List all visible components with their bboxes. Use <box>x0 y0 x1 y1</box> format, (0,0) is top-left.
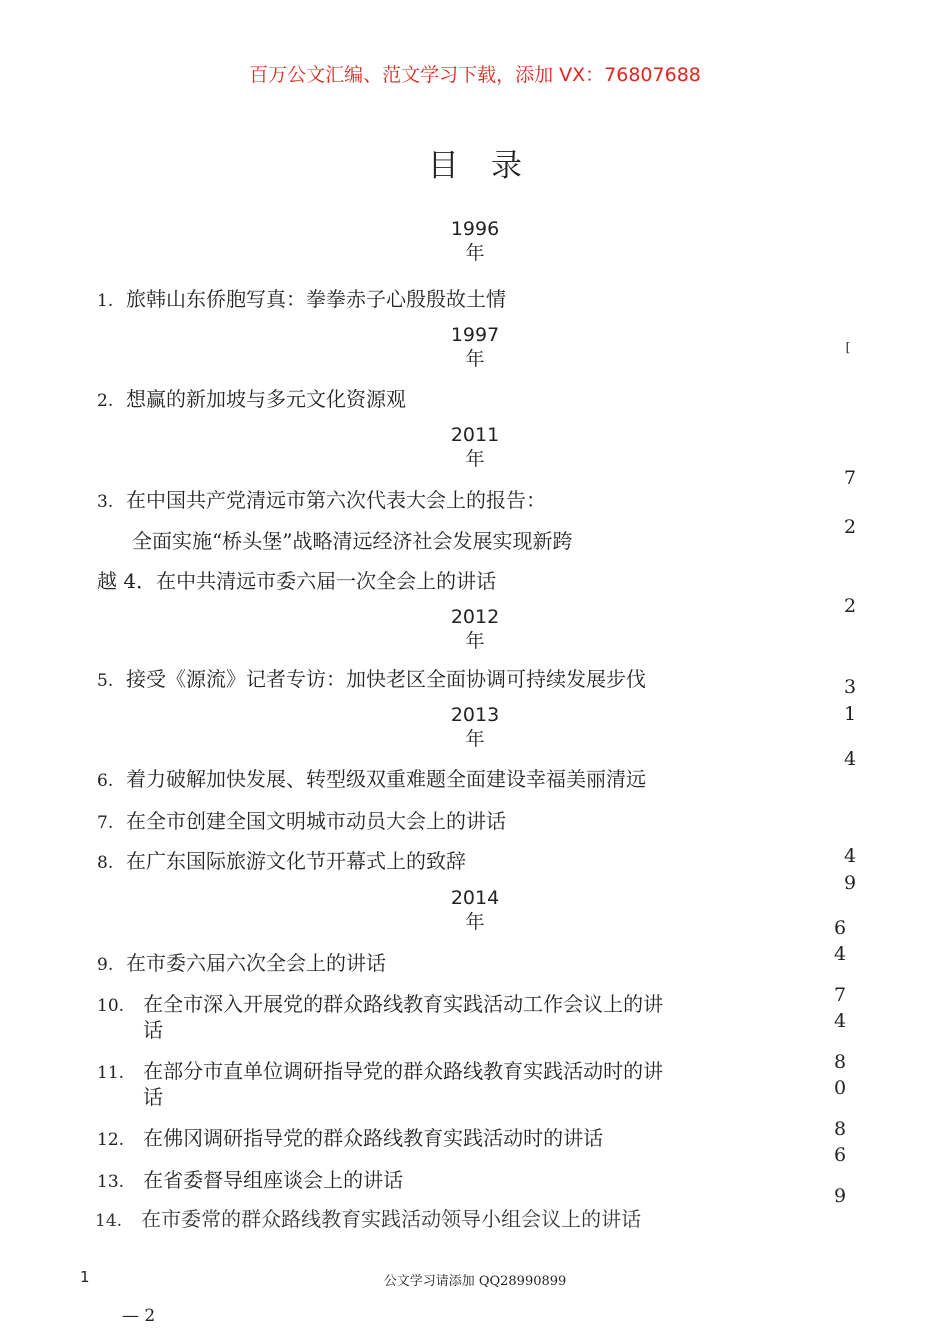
page-digit: 8 <box>833 1118 847 1140</box>
toc-entry[interactable]: 3. 在中国共产党清远市第六次代表大会上的报告： <box>97 488 546 512</box>
year-heading: 2013 年 <box>450 704 500 750</box>
footer-page-number: 1 <box>80 1268 90 1286</box>
page-digit: 1 <box>843 703 857 725</box>
toc-entry[interactable]: 1. 旅韩山东侨胞写真：拳拳赤子心殷殷故土情 <box>97 287 506 311</box>
toc-entry[interactable]: 11. 在部分市直单位调研指导党的群众路线教育实践活动时的讲 <box>97 1059 664 1083</box>
footer-note: 公文学习请添加 QQ28990899 <box>383 1274 567 1289</box>
toc-entry[interactable]: 9. 在市委六届六次全会上的讲话 <box>97 951 386 975</box>
year-heading: 2011 年 <box>450 424 500 470</box>
page-digit: 9 <box>833 1185 847 1207</box>
page-digit: 3 <box>843 676 857 698</box>
page-digit: 6 <box>833 917 847 939</box>
toc-entry-continuation: 话 <box>143 1018 163 1042</box>
toc-entry-continuation: 话 <box>143 1085 163 1109</box>
page-digit: 2 <box>843 516 857 538</box>
page-digit: 7 <box>833 984 847 1006</box>
page-digit: 7 <box>843 467 857 489</box>
toc-entry[interactable]: 2. 想赢的新加坡与多元文化资源观 <box>97 387 406 411</box>
page-digit: 2 <box>843 595 857 617</box>
toc-entry[interactable]: 5. 接受《源流》记者专访：加快老区全面协调可持续发展步伐 <box>97 667 646 691</box>
header-banner: 百万公文汇编、范文学习下载，添加 VX：76807688 <box>249 64 701 86</box>
year-heading: 2012 年 <box>450 606 500 652</box>
toc-entry[interactable]: 10. 在全市深入开展党的群众路线教育实践活动工作会议上的讲 <box>97 992 664 1016</box>
toc-entry[interactable]: 6. 着力破解加快发展、转型级双重难题全面建设幸福美丽清远 <box>97 767 646 791</box>
year-heading: 2014 年 <box>450 887 500 933</box>
toc-entry[interactable]: 13. 在省委督导组座谈会上的讲话 <box>97 1168 404 1192</box>
page-digit: 4 <box>833 1010 847 1032</box>
page-digit: 4 <box>833 943 847 965</box>
page-digit: 0 <box>833 1077 847 1099</box>
toc-entry[interactable]: 8. 在广东国际旅游文化节开幕式上的致辞 <box>97 849 466 873</box>
page-title <box>0 140 950 185</box>
year-heading: 1996 年 <box>450 218 500 264</box>
toc-entry-continuation: 全面实施“桥头堡”战略清远经济社会发展实现新跨 <box>132 529 573 553</box>
toc-entry-cut[interactable]: 14. 在市委常的群众路线教育实践活动领导小组会议上的讲话 <box>95 1207 642 1231</box>
title-char: 录 <box>491 148 523 184</box>
page-digit: 6 <box>833 1144 847 1166</box>
page-digit: 9 <box>843 872 857 894</box>
page-digit: 4 <box>843 748 857 770</box>
page-digit: 8 <box>833 1051 847 1073</box>
page-digit: [ <box>845 340 851 354</box>
toc-entry[interactable]: 7. 在全市创建全国文明城市动员大会上的讲话 <box>97 809 506 833</box>
footer-bottom-number: — 2 <box>122 1306 156 1326</box>
page-digit: 4 <box>843 845 857 867</box>
toc-entry[interactable]: 越 4．在中共清远市委六届一次全会上的讲话 <box>97 569 497 593</box>
title-char: 目 <box>427 148 459 184</box>
year-heading: 1997 年 <box>450 324 500 370</box>
toc-entry[interactable]: 12. 在佛冈调研指导党的群众路线教育实践活动时的讲话 <box>97 1126 604 1150</box>
